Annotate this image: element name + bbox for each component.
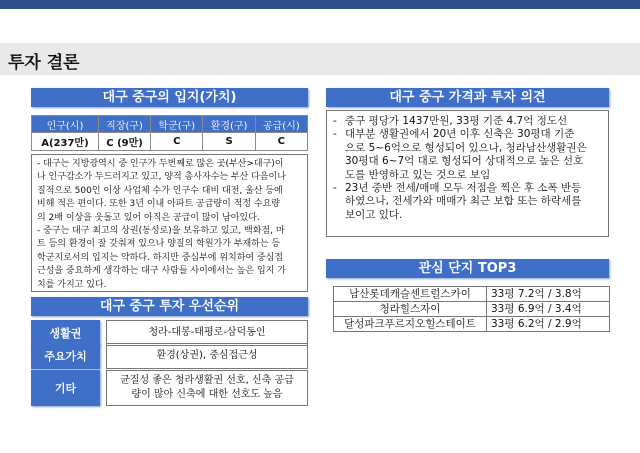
grade-column-header: 공급(시) [255,116,307,133]
complex-name: 달성파크푸르지오힐스테이트 [334,317,487,332]
complex-price: 33평 6.9억 / 3.4억 [487,302,610,317]
opinion-line: 으로 5~6억으로 형성되어 있으나, 청라남산생활권은 [345,141,587,154]
opinion-line: 도를 반영하고 있는 것으로 보임 [345,168,491,181]
location-header: 대구 중구의 입지(가치) [31,88,308,107]
priority-row-main-value [31,343,308,369]
priority-header: 대구 중구 투자 우선순위 [31,297,308,316]
opinion-line: 중구 평당가 1437만원, 33평 기준 4.7억 정도선 [345,115,568,127]
priority-label: 생활권 [31,320,100,346]
title-band [0,43,640,75]
grade-column-header: 학군(구) [151,116,203,133]
top3-header: 관심 단지 TOP3 [326,259,609,278]
top3-row [334,317,610,332]
bullet-dash: - [333,128,337,141]
complex-price: 33평 6.2억 / 2.9억 [487,317,610,332]
page-title: 투자 결론 [8,53,80,73]
priority-value-line: 청라-대봉-태평로-삼덕동인 [148,327,266,338]
opinion-item [333,182,602,222]
opinion-box [326,110,609,237]
bullet-dash: - [333,115,337,127]
description-line: - 대구는 지방광역시 중 인구가 두번째로 많은 곳(부산>대구)이 [37,159,284,169]
opinion-item [333,128,602,182]
opinion-line: 23년 중반 전세/매매 모두 저점을 찍은 후 소폭 반등 [345,182,582,195]
opinion-line: 보이고 있다. [345,208,403,221]
complex-name: 남산롯데캐슬센트럴스카이 [334,287,487,302]
opinion-item [333,115,602,128]
opinion-line: 30평대 6~7억 대로 형성되어 상대적으로 높은 선호 [345,155,584,168]
opinion-line: 대부분 생활권에서 20년 이후 신축은 30평대 기준 [345,128,575,141]
priority-label: 주요가치 [31,343,100,369]
grade-cell: A(237만) [32,133,99,151]
grade-cell: S [203,133,255,151]
bullet-dash: - [333,182,337,195]
opinion-line: 하였으나, 전세가와 매매가 최근 보합 또는 하락세를 [345,195,582,208]
priority-value-line: 균질성 좋은 청라생활권 선호, 신축 공급 [120,375,294,386]
description-line: 치를 가지고 있다. [37,279,107,290]
top3-row [334,287,610,302]
grade-cell: C (9만) [98,133,150,151]
grade-column-header: 직장(구) [98,116,150,133]
complex-name: 청라힐스자이 [334,302,487,317]
priority-value-line: 량이 많아 신축에 대한 선호도 높음 [131,389,283,400]
description-line: 질적으로 500인 이상 사업체 수가 인구수 대비 대전, 울산 등에 [37,185,283,196]
description-line: 학군지로서의 입지는 약하다. 하지만 중심부에 위치하여 중심접 [37,252,284,263]
grade-value-row [32,133,308,151]
description-line: 의 2배 이상을 웃돌고 있어 아직은 공급이 많이 남아있다. [37,212,260,223]
opinion-header: 대구 중구 가격과 투자 의견 [326,88,609,107]
description-line: - 중구는 대구 최고의 상권(동성로)을 보유하고 있고, 백화점, 마 [37,226,285,237]
location-grade-table [31,115,308,151]
description-line: 비해 적은 편이다. 또한 3년 이내 아파트 공급량이 적정 수요량 [37,199,280,210]
description-line: 나 인구감소가 두드러지고 있고, 양적 총사자수는 부산 다음이나 [37,172,286,183]
grade-column-header: 환경(구) [203,116,255,133]
grade-cell: C [151,133,203,151]
complex-price: 33평 7.2억 / 3.8억 [487,287,610,302]
grade-column-header: 인구(시) [32,116,99,133]
top3-row [334,302,610,317]
grade-cell: C [255,133,307,151]
top-accent-bar [0,0,640,9]
description-line: 트 등의 환경이 잘 갖춰져 있으나 양질의 학원가가 부재하는 등 [37,239,281,250]
description-line: 근성을 중요하게 생각하는 대구 사람들 사이에서는 높은 입지 가 [37,266,286,277]
priority-row-etc [31,370,308,406]
top3-table [333,286,610,332]
location-description [32,155,307,294]
grade-header-row [32,116,308,133]
priority-value-line: 환경(상권), 중심접근성 [156,350,258,361]
location-description-box [31,154,308,292]
priority-label: 기타 [31,370,100,406]
priority-value [106,370,308,406]
priority-value [106,343,308,369]
opinion-list [327,111,608,222]
